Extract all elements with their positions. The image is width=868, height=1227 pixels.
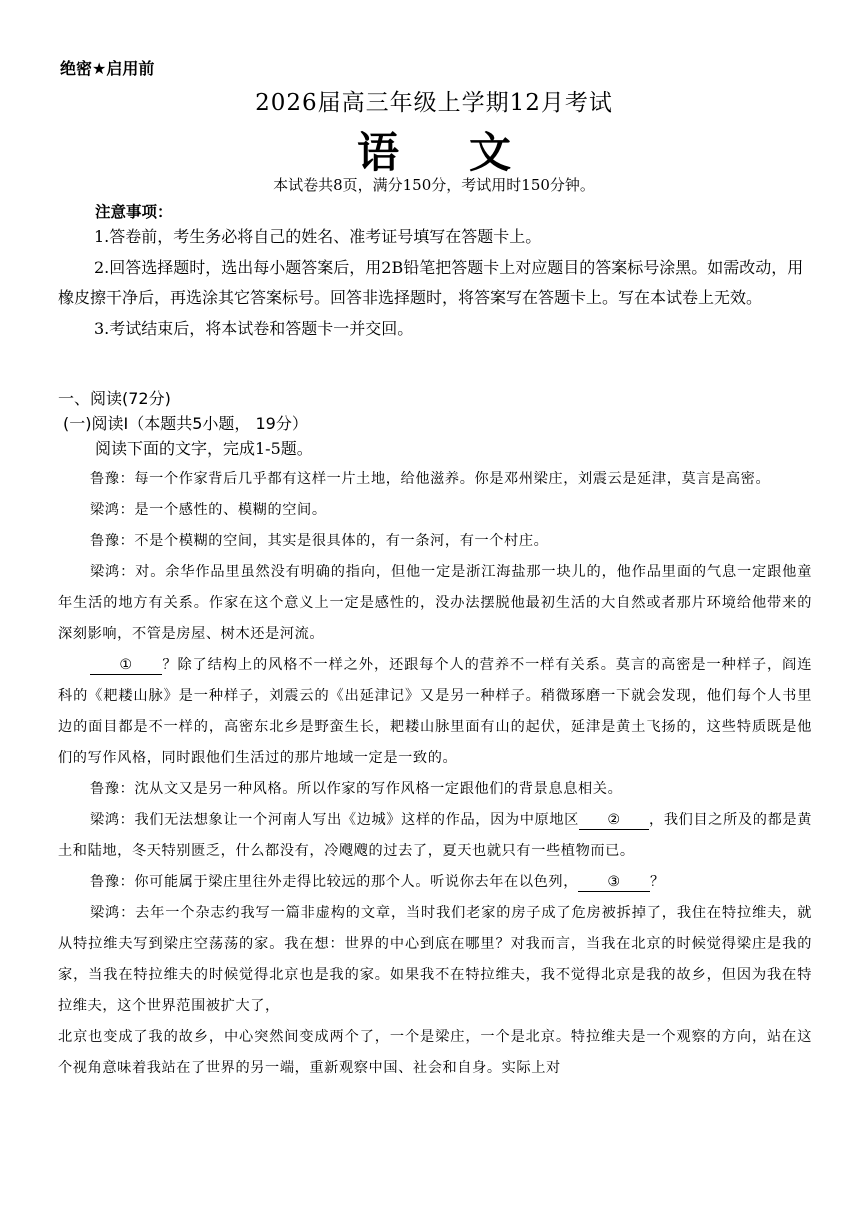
note-item: 1.答卷前，考生务必将自己的姓名、准考证号填写在答题卡上。 — [94, 227, 542, 246]
answer-blank-1: ① — [90, 656, 162, 675]
dialogue-paragraph: 北京也变成了我的故乡，中心突然间变成两个了，一个是梁庄，一个是北京。特拉维夫是一个观察的方向，站在这个视角意味着我站在了世界的另一端，重新观察中国、社会和自身。实际上对 — [58, 1029, 812, 1076]
dialogue-paragraph — [58, 867, 812, 898]
paragraph-text: ？ — [650, 874, 665, 890]
dialogue-paragraph: 鲁豫：不是个模糊的空间，其实是很具体的，有一条河，有一个村庄。 — [90, 533, 549, 549]
reading-instruction: 阅读下面的文字，完成1-5题。 — [95, 439, 313, 458]
paragraph-text: ？除了结构上的风格不一样之外，还跟每个人的营养不一样有关系。莫言的高密是一种样子，阎连科的《耙耧山脉》是一种样子，刘震云的《出延津记》又是另一种样子。稍微琢磨一下就会发现，他们每个人书里边的面目都是不一样的，高密东北乡是野蛮生长，耙耧山脉里面有山的起伏，延津是黄土飞扬的，这些特质既是他们的写作风格，同时跟他们生活过的那片地域一定是一致的。 — [58, 657, 812, 766]
dialogue-paragraph — [58, 805, 812, 867]
exam-meta: 本试卷共8页，满分150分，考试用时150分钟。 — [273, 176, 595, 194]
dialogue-paragraph — [58, 650, 812, 774]
dialogue-paragraph: 梁鸿：对。余华作品里虽然没有明确的指向，但他一定是浙江海盐那一块儿的，他作品里面的气息一定跟他童年生活的地方有关系。作家在这个意义上一定是感性的，没办法摆脱他最初生活的大自然或者那片环境给他带来的深刻影响，不管是房屋、树木还是河流。 — [58, 564, 812, 642]
paragraph-text: 鲁豫：你可能属于梁庄里往外走得比较远的那个人。听说你去年在以色列， — [90, 874, 578, 890]
exam-title: 2026届高三年级上学期12月考试 — [255, 90, 613, 116]
paragraph-text: 梁鸿：我们无法想象让一个河南人写出《边城》这样的作品，因为中原地区 — [90, 812, 579, 828]
section-heading: 一、阅读(72分) — [58, 389, 171, 408]
subject-title: 语文 — [356, 128, 581, 177]
note-item: 3.考试结束后，将本试卷和答题卡一并交回。 — [94, 318, 414, 338]
subsection-heading: (一)阅读Ⅰ（本题共5小题， 19分） — [63, 414, 308, 433]
notes-heading: 注意事项： — [95, 203, 173, 221]
notes-list — [58, 222, 812, 344]
note-item: 2.回答选择题时，选出每小题答案后，用2B铅笔把答题卡上对应题目的答案标号涂黑。如需改动，用橡皮擦干净后，再选涂其它答案标号。回答非选择题时，将答案写在答题卡上。写在本试卷上无效。 — [58, 257, 804, 307]
dialogue-paragraph: 鲁豫：每一个作家背后几乎都有这样一片土地，给他滋养。你是邓州梁庄，刘震云是延津，莫言是高密。 — [90, 471, 771, 487]
confidential-label: 绝密★启用前 — [60, 59, 155, 78]
paragraph-text: ，我们目之所及的都是黄土和陆地，冬天特别匮乏，什么都没有，冷飕飕的过去了，夏天也就只有一些植物而已。 — [58, 812, 812, 859]
reading-passage — [58, 464, 812, 1084]
dialogue-paragraph: 梁鸿：去年一个杂志约我写一篇非虚构的文章，当时我们老家的房子成了危房被拆掉了，我住在特拉维夫，就从特拉维夫写到梁庄空荡荡的家。我在想：世界的中心到底在哪里？对我而言，当我在北京的时候觉得梁庄是我的家，当我在特拉维夫的时候觉得北京也是我的家。如果我不在特拉维夫，我不觉得北京是我的故乡，但因为我在特拉维夫，这个世界范围被扩大了， — [58, 905, 812, 1014]
answer-blank-3: ③ — [578, 873, 650, 892]
answer-blank-2: ② — [579, 811, 649, 830]
dialogue-paragraph: 鲁豫：沈从文又是另一种风格。所以作家的写作风格一定跟他们的背景息息相关。 — [90, 781, 623, 797]
dialogue-paragraph: 梁鸿：是一个感性的、模糊的空间。 — [90, 502, 327, 518]
